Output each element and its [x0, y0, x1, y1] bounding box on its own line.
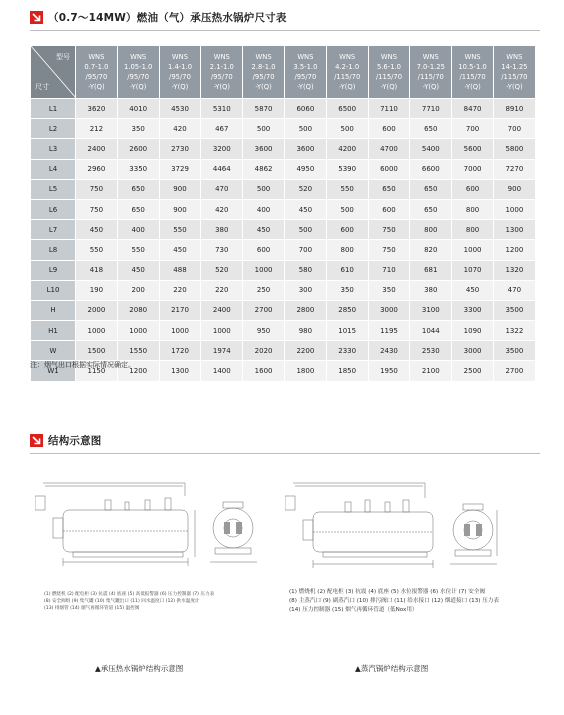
row-label: L8: [31, 240, 76, 260]
row-label: W: [31, 341, 76, 361]
hot-water-boiler-diagram: [35, 478, 270, 568]
recirculation-pipe: [43, 483, 185, 496]
table-cell: 250: [243, 280, 285, 300]
table-cell: 2100: [410, 361, 452, 381]
table-cell: 650: [410, 119, 452, 139]
row-label: L6: [31, 199, 76, 219]
table-cell: 3000: [452, 341, 494, 361]
column-header-line: WNS: [297, 53, 314, 61]
legend-line: (14) 压力控制器 (15) 烟气再循环管道（低Nox用）: [289, 607, 418, 613]
table-cell: 700: [452, 119, 494, 139]
table-cell: 1300: [493, 220, 535, 240]
table-cell: 220: [201, 280, 243, 300]
table-cell: 6060: [284, 99, 326, 119]
table-cell: 1320: [493, 260, 535, 280]
table-cell: 1400: [201, 361, 243, 381]
table-cell: 2000: [76, 300, 118, 320]
table-cell: 650: [117, 179, 159, 199]
table-cell: 450: [117, 260, 159, 280]
table-cell: 800: [452, 199, 494, 219]
table-cell: 2600: [117, 139, 159, 159]
table-row: [31, 179, 536, 199]
column-header-line: /95/70: [127, 73, 150, 81]
column-header-line: WNS: [380, 53, 398, 61]
boiler-end-view: [213, 508, 253, 548]
table-cell: 8470: [452, 99, 494, 119]
column-header-line: -Y(Q): [213, 83, 231, 91]
table-cell: 900: [493, 179, 535, 199]
column-header-line: 1.05-1.0: [123, 63, 153, 71]
table-cell: 580: [284, 260, 326, 280]
corner-model-label: 型号: [56, 53, 70, 61]
column-header-line: 0.7-1.0: [84, 63, 109, 71]
column-header-line: -Y(Q): [88, 83, 105, 91]
diagram-b-legend: [289, 588, 539, 615]
table-cell: 500: [326, 119, 368, 139]
table-cell: 520: [284, 179, 326, 199]
table-row: [31, 240, 536, 260]
table-cell: 350: [117, 119, 159, 139]
table-cell: 550: [159, 220, 201, 240]
table-cell: 1015: [326, 321, 368, 341]
table-cell: 2430: [368, 341, 410, 361]
table-row: [31, 119, 536, 139]
table-cell: 1044: [410, 321, 452, 341]
table-cell: 450: [452, 280, 494, 300]
base: [323, 552, 427, 557]
table-cell: 300: [284, 280, 326, 300]
table-cell: 500: [243, 119, 285, 139]
table-row: [31, 321, 536, 341]
column-header-line: /95/70: [294, 73, 317, 81]
table-cell: 1000: [76, 321, 118, 341]
section-divider: [30, 30, 540, 31]
table-cell: 4530: [159, 99, 201, 119]
column-header-line: /115/70: [334, 73, 361, 81]
column-header-line: WNS: [506, 53, 523, 61]
table-cell: 450: [76, 220, 118, 240]
section-divider: [30, 453, 540, 454]
table-cell: 5870: [243, 99, 285, 119]
column-header-line: /115/70: [501, 73, 528, 81]
table-cell: 800: [326, 240, 368, 260]
table-cell: 900: [159, 199, 201, 219]
table-cell: 1200: [493, 240, 535, 260]
column-header-line: -Y(Q): [422, 83, 439, 91]
row-label: L7: [31, 220, 76, 240]
table-cell: 520: [201, 260, 243, 280]
table-row: [31, 300, 536, 320]
table-cell: 190: [76, 280, 118, 300]
table-cell: 420: [201, 199, 243, 219]
column-header-line: -Y(Q): [255, 83, 272, 91]
table-cell: 1950: [368, 361, 410, 381]
table-cell: 1720: [159, 341, 201, 361]
table-cell: 350: [326, 280, 368, 300]
table-cell: 1000: [159, 321, 201, 341]
table-cell: 3600: [243, 139, 285, 159]
row-label: L1: [31, 99, 76, 119]
table-cell: 6000: [368, 159, 410, 179]
table-cell: 1090: [452, 321, 494, 341]
table-cell: 730: [201, 240, 243, 260]
row-label: L2: [31, 119, 76, 139]
column-header-line: 1.4-1.0: [167, 63, 193, 71]
table-cell: 420: [159, 119, 201, 139]
table-cell: 600: [452, 179, 494, 199]
table-cell: 820: [410, 240, 452, 260]
column-header-line: -Y(Q): [380, 83, 398, 91]
arrow-down-right-icon: [30, 434, 43, 447]
table-cell: 600: [368, 199, 410, 219]
table-cell: 1300: [159, 361, 201, 381]
column-header-5: [284, 46, 326, 99]
table-cell: 980: [284, 321, 326, 341]
table-cell: 681: [410, 260, 452, 280]
diagram-a-legend: [44, 591, 259, 612]
corner-cell: [31, 46, 76, 99]
table-cell: 2500: [452, 361, 494, 381]
table-cell: 1000: [493, 199, 535, 219]
table-cell: 450: [159, 240, 201, 260]
burner-box: [35, 496, 45, 510]
table-cell: 450: [243, 220, 285, 240]
table-cell: 2080: [117, 300, 159, 320]
column-header-line: 5.6-1.0: [376, 63, 402, 71]
column-header-line: 3.5-1.0: [293, 63, 318, 71]
table-body: [31, 99, 536, 382]
row-label: L5: [31, 179, 76, 199]
diagram-a-caption: ▲承压热水锅炉结构示意图: [95, 664, 184, 673]
table-cell: 700: [493, 119, 535, 139]
table-cell: 470: [493, 280, 535, 300]
table-cell: 3500: [493, 300, 535, 320]
column-header-line: /95/70: [210, 73, 233, 81]
table-cell: 550: [117, 240, 159, 260]
arrow-down-right-icon: [30, 11, 43, 24]
row-label: L3: [31, 139, 76, 159]
column-header-line: WNS: [213, 53, 230, 61]
table-cell: 467: [201, 119, 243, 139]
table-cell: 5310: [201, 99, 243, 119]
table-cell: 550: [326, 179, 368, 199]
table-cell: 3200: [201, 139, 243, 159]
section-header-structure: [30, 433, 102, 448]
table-cell: 1974: [201, 341, 243, 361]
table-cell: 4200: [326, 139, 368, 159]
table-cell: 7000: [452, 159, 494, 179]
table-cell: 3600: [284, 139, 326, 159]
table-cell: 8910: [493, 99, 535, 119]
table-cell: 1000: [243, 260, 285, 280]
table-cell: 5800: [493, 139, 535, 159]
table-cell: 650: [368, 179, 410, 199]
column-header-line: /95/70: [169, 73, 191, 81]
column-header-6: [326, 46, 368, 99]
column-header-line: -Y(Q): [297, 83, 314, 91]
table-cell: 1200: [117, 361, 159, 381]
column-header-line: -Y(Q): [171, 83, 189, 91]
burner-head: [303, 520, 313, 540]
row-label: H1: [31, 321, 76, 341]
boiler-end-view: [453, 510, 493, 550]
table-cell: 2200: [284, 341, 326, 361]
table-cell: 800: [452, 220, 494, 240]
column-header-line: -Y(Q): [506, 83, 523, 91]
column-header-3: [201, 46, 243, 99]
table-cell: 1500: [76, 341, 118, 361]
burner-head: [53, 518, 63, 538]
table-cell: 600: [243, 240, 285, 260]
column-header-0: [76, 46, 118, 99]
legend-line: (13) 排烟管 (14) 烟气再循环管道 (15) 温控阀: [44, 606, 140, 611]
table-cell: 2960: [76, 159, 118, 179]
table-cell: 1000: [452, 240, 494, 260]
steam-boiler-diagram: [285, 478, 535, 573]
column-header-9: [452, 46, 494, 99]
column-header-line: -Y(Q): [338, 83, 356, 91]
legend-line: (1) 燃烧机 (2) 配电柜 (3) 抗震 (4) 底座 (5) 水位报警器 (6) 水位计 (7) 安全阀: [289, 589, 486, 595]
table-cell: 3300: [452, 300, 494, 320]
table-cell: 200: [117, 280, 159, 300]
column-header-line: WNS: [422, 53, 439, 61]
table-cell: 2020: [243, 341, 285, 361]
table-cell: 418: [76, 260, 118, 280]
table-cell: 400: [117, 220, 159, 240]
table-cell: 2530: [410, 341, 452, 361]
column-header-line: WNS: [88, 53, 105, 61]
row-label: H: [31, 300, 76, 320]
table-row: [31, 139, 536, 159]
column-header-line: -Y(Q): [129, 83, 147, 91]
table-cell: 500: [243, 179, 285, 199]
table-cell: 500: [326, 199, 368, 219]
table-row: [31, 260, 536, 280]
table-cell: 3100: [410, 300, 452, 320]
table-cell: 470: [201, 179, 243, 199]
table-cell: 4464: [201, 159, 243, 179]
table-cell: 2170: [159, 300, 201, 320]
column-header-line: WNS: [130, 53, 147, 61]
column-header-4: [243, 46, 285, 99]
table-cell: 4700: [368, 139, 410, 159]
table-cell: 1070: [452, 260, 494, 280]
table-cell: 800: [410, 220, 452, 240]
column-header-line: 2.8-1.0: [251, 63, 276, 71]
column-header-line: 2.1-1.0: [209, 63, 234, 71]
base: [73, 552, 183, 557]
corner-size-label: 尺寸: [35, 83, 49, 91]
table-cell: 4010: [117, 99, 159, 119]
table-row: [31, 220, 536, 240]
table-cell: 400: [243, 199, 285, 219]
burner-box: [285, 496, 295, 510]
table-cell: 1850: [326, 361, 368, 381]
table-cell: 220: [159, 280, 201, 300]
table-cell: 1000: [117, 321, 159, 341]
table-cell: 3000: [368, 300, 410, 320]
section-header-size-table: [30, 10, 287, 25]
table-cell: 7710: [410, 99, 452, 119]
section-title: 结构示意图: [48, 435, 102, 447]
table-cell: 6500: [326, 99, 368, 119]
table-row: [31, 99, 536, 119]
table-cell: 3729: [159, 159, 201, 179]
table-row: [31, 341, 536, 361]
column-header-1: [117, 46, 159, 99]
table-cell: 950: [243, 321, 285, 341]
table-cell: 3350: [117, 159, 159, 179]
table-cell: 610: [326, 260, 368, 280]
table-cell: 7110: [368, 99, 410, 119]
legend-line: (8) 安全阀组 (9) 集气罐 (10) 集气罐出口 (11) 回水温度口 (12) 供水温度计: [44, 599, 200, 604]
table-cell: 380: [201, 220, 243, 240]
table-cell: 750: [76, 199, 118, 219]
table-cell: 1800: [284, 361, 326, 381]
table-cell: 2400: [201, 300, 243, 320]
legend-line: (8) 主蒸汽口 (9) 副蒸汽口 (10) 排污阀口 (11) 给水接口 (12) 烟道接口 (13) 压力表: [289, 598, 499, 604]
column-header-line: 14-1.25: [501, 63, 528, 71]
table-cell: 2400: [76, 139, 118, 159]
table-cell: 750: [76, 179, 118, 199]
table-cell: 900: [159, 179, 201, 199]
table-cell: 2850: [326, 300, 368, 320]
table-cell: 1600: [243, 361, 285, 381]
table-cell: 550: [76, 240, 118, 260]
legend-line: (1) 燃烧机 (2) 配电柜 (3) 抗震 (4) 底座 (5) 高低报警器 (6) 压力控制器 (7) 压力表: [44, 592, 215, 597]
column-header-2: [159, 46, 201, 99]
row-label: L9: [31, 260, 76, 280]
recirculation-pipe: [293, 483, 425, 498]
table-cell: 710: [368, 260, 410, 280]
table-note: 注：烟气出口根据实际情况确定。: [30, 361, 135, 369]
row-label: L10: [31, 280, 76, 300]
column-header-line: WNS: [464, 53, 481, 61]
row-label: L4: [31, 159, 76, 179]
column-header-7: [368, 46, 410, 99]
table-cell: 2700: [493, 361, 535, 381]
table-cell: 2700: [243, 300, 285, 320]
table-cell: 2330: [326, 341, 368, 361]
column-header-line: /95/70: [85, 73, 108, 81]
table-cell: 380: [410, 280, 452, 300]
table-cell: 212: [76, 119, 118, 139]
table-cell: 488: [159, 260, 201, 280]
table-row: [31, 159, 536, 179]
table-cell: 600: [368, 119, 410, 139]
column-header-line: WNS: [339, 53, 356, 61]
table-cell: 7270: [493, 159, 535, 179]
column-header-line: 7.0-1.25: [416, 63, 445, 71]
table-cell: 3500: [493, 341, 535, 361]
column-header-line: WNS: [255, 53, 272, 61]
table-row: [31, 280, 536, 300]
column-header-line: 10.5-1.0: [458, 63, 487, 71]
table-cell: 1322: [493, 321, 535, 341]
table-cell: 5390: [326, 159, 368, 179]
table-cell: 1195: [368, 321, 410, 341]
table-cell: 5400: [410, 139, 452, 159]
row-label: W1: [31, 361, 76, 381]
table-cell: 600: [326, 220, 368, 240]
table-cell: 6600: [410, 159, 452, 179]
table-cell: 2730: [159, 139, 201, 159]
section-title: （0.7～14MW）燃油（气）承压热水锅炉尺寸表: [48, 12, 287, 24]
column-header-line: /115/70: [417, 73, 444, 81]
table-header-row: [31, 46, 536, 99]
table-cell: 500: [284, 119, 326, 139]
column-header-line: /95/70: [252, 73, 275, 81]
column-header-line: WNS: [171, 53, 189, 61]
table-row: [31, 199, 536, 219]
table-cell: 1550: [117, 341, 159, 361]
table-cell: 450: [284, 199, 326, 219]
table-cell: 4950: [284, 159, 326, 179]
table-cell: 750: [368, 220, 410, 240]
column-header-8: [410, 46, 452, 99]
table-cell: 350: [368, 280, 410, 300]
table-cell: 1150: [76, 361, 118, 381]
diagram-b-caption: ▲蒸汽锅炉结构示意图: [355, 664, 429, 673]
table-cell: 650: [410, 179, 452, 199]
table-cell: 5600: [452, 139, 494, 159]
table-cell: 2800: [284, 300, 326, 320]
column-header-line: 4.2-1.0: [335, 63, 360, 71]
dimension-table: [30, 45, 536, 382]
column-header-line: /115/70: [375, 73, 403, 81]
table-cell: 750: [368, 240, 410, 260]
table-cell: 1000: [201, 321, 243, 341]
table-cell: 700: [284, 240, 326, 260]
table-cell: 650: [117, 199, 159, 219]
table-cell: 4862: [243, 159, 285, 179]
column-header-line: /115/70: [459, 73, 486, 81]
table-cell: 650: [410, 199, 452, 219]
table-cell: 500: [284, 220, 326, 240]
column-header-line: -Y(Q): [464, 83, 481, 91]
column-header-10: [493, 46, 535, 99]
table-cell: 3620: [76, 99, 118, 119]
